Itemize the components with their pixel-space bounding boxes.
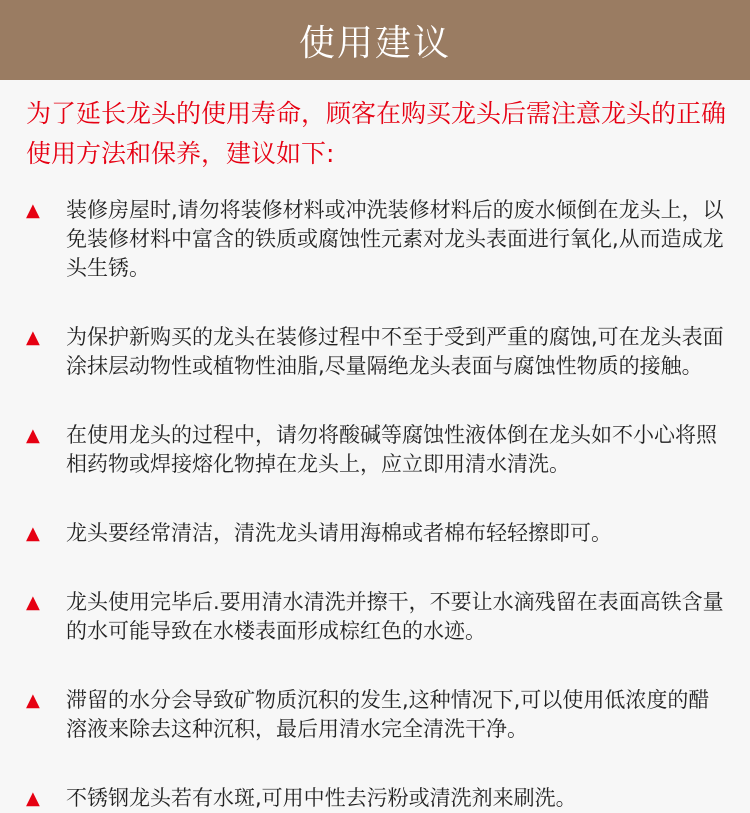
list-item-text: 装修房屋时,请勿将装修材料或冲洗装修材料后的废水倾倒在龙头上，以免装修材料中富含的铁质或腐蚀性元素对龙头表面进行氧化,从而造成龙头生锈。 [66,198,724,280]
triangle-icon: ▲ [26,788,40,809]
triangle-icon: ▲ [26,690,40,711]
triangle-icon: ▲ [26,327,40,348]
page-header [0,0,750,80]
list-item-text: 不锈钢龙头若有水斑,可用中性去污粉或清洗剂来刷洗。 [66,786,577,810]
intro-text: 为了延长龙头的使用寿命，顾客在购买龙头后需注意龙头的正确使用方法和保养，建议如下: [26,99,727,168]
list-item-text: 龙头使用完毕后.要用清水清洗并擦干，不要让水滴残留在表面高铁含量的水可能导致在水楼表面形成棕红色的水迹。 [66,590,724,643]
triangle-icon: ▲ [26,425,40,446]
list-item-text: 龙头要经常清洁，清洗龙头请用海棉或者棉布轻轻擦即可。 [66,521,612,545]
triangle-icon: ▲ [26,523,40,544]
list-item [26,196,726,283]
list-item-text: 滞留的水分会导致矿物质沉积的发生,这种情况下,可以使用低浓度的醋溶液来除去这种沉积，最后用清水完全清洗干净。 [66,688,710,741]
list-item-text: 为保护新购买的龙头在装修过程中不至于受到严重的腐蚀,可在龙头表面涂抹层动物性或植物性油脂,尽量隔绝龙头表面与腐蚀性物质的接触。 [66,325,724,378]
list-item [26,421,726,479]
page-title: 使用建议 [298,22,451,64]
list-item [26,784,726,813]
advice-list [26,196,726,813]
list-item-text: 在使用龙头的过程中，请勿将酸碱等腐蚀性液体倒在龙头如不小心将照相药物或焊接熔化物掉在龙头上，应立即用清水清洗。 [66,423,717,476]
list-item [26,323,726,381]
triangle-icon: ▲ [26,592,40,613]
list-item [26,686,726,744]
list-item [26,588,726,646]
list-item [26,519,726,548]
triangle-icon: ▲ [26,200,40,221]
